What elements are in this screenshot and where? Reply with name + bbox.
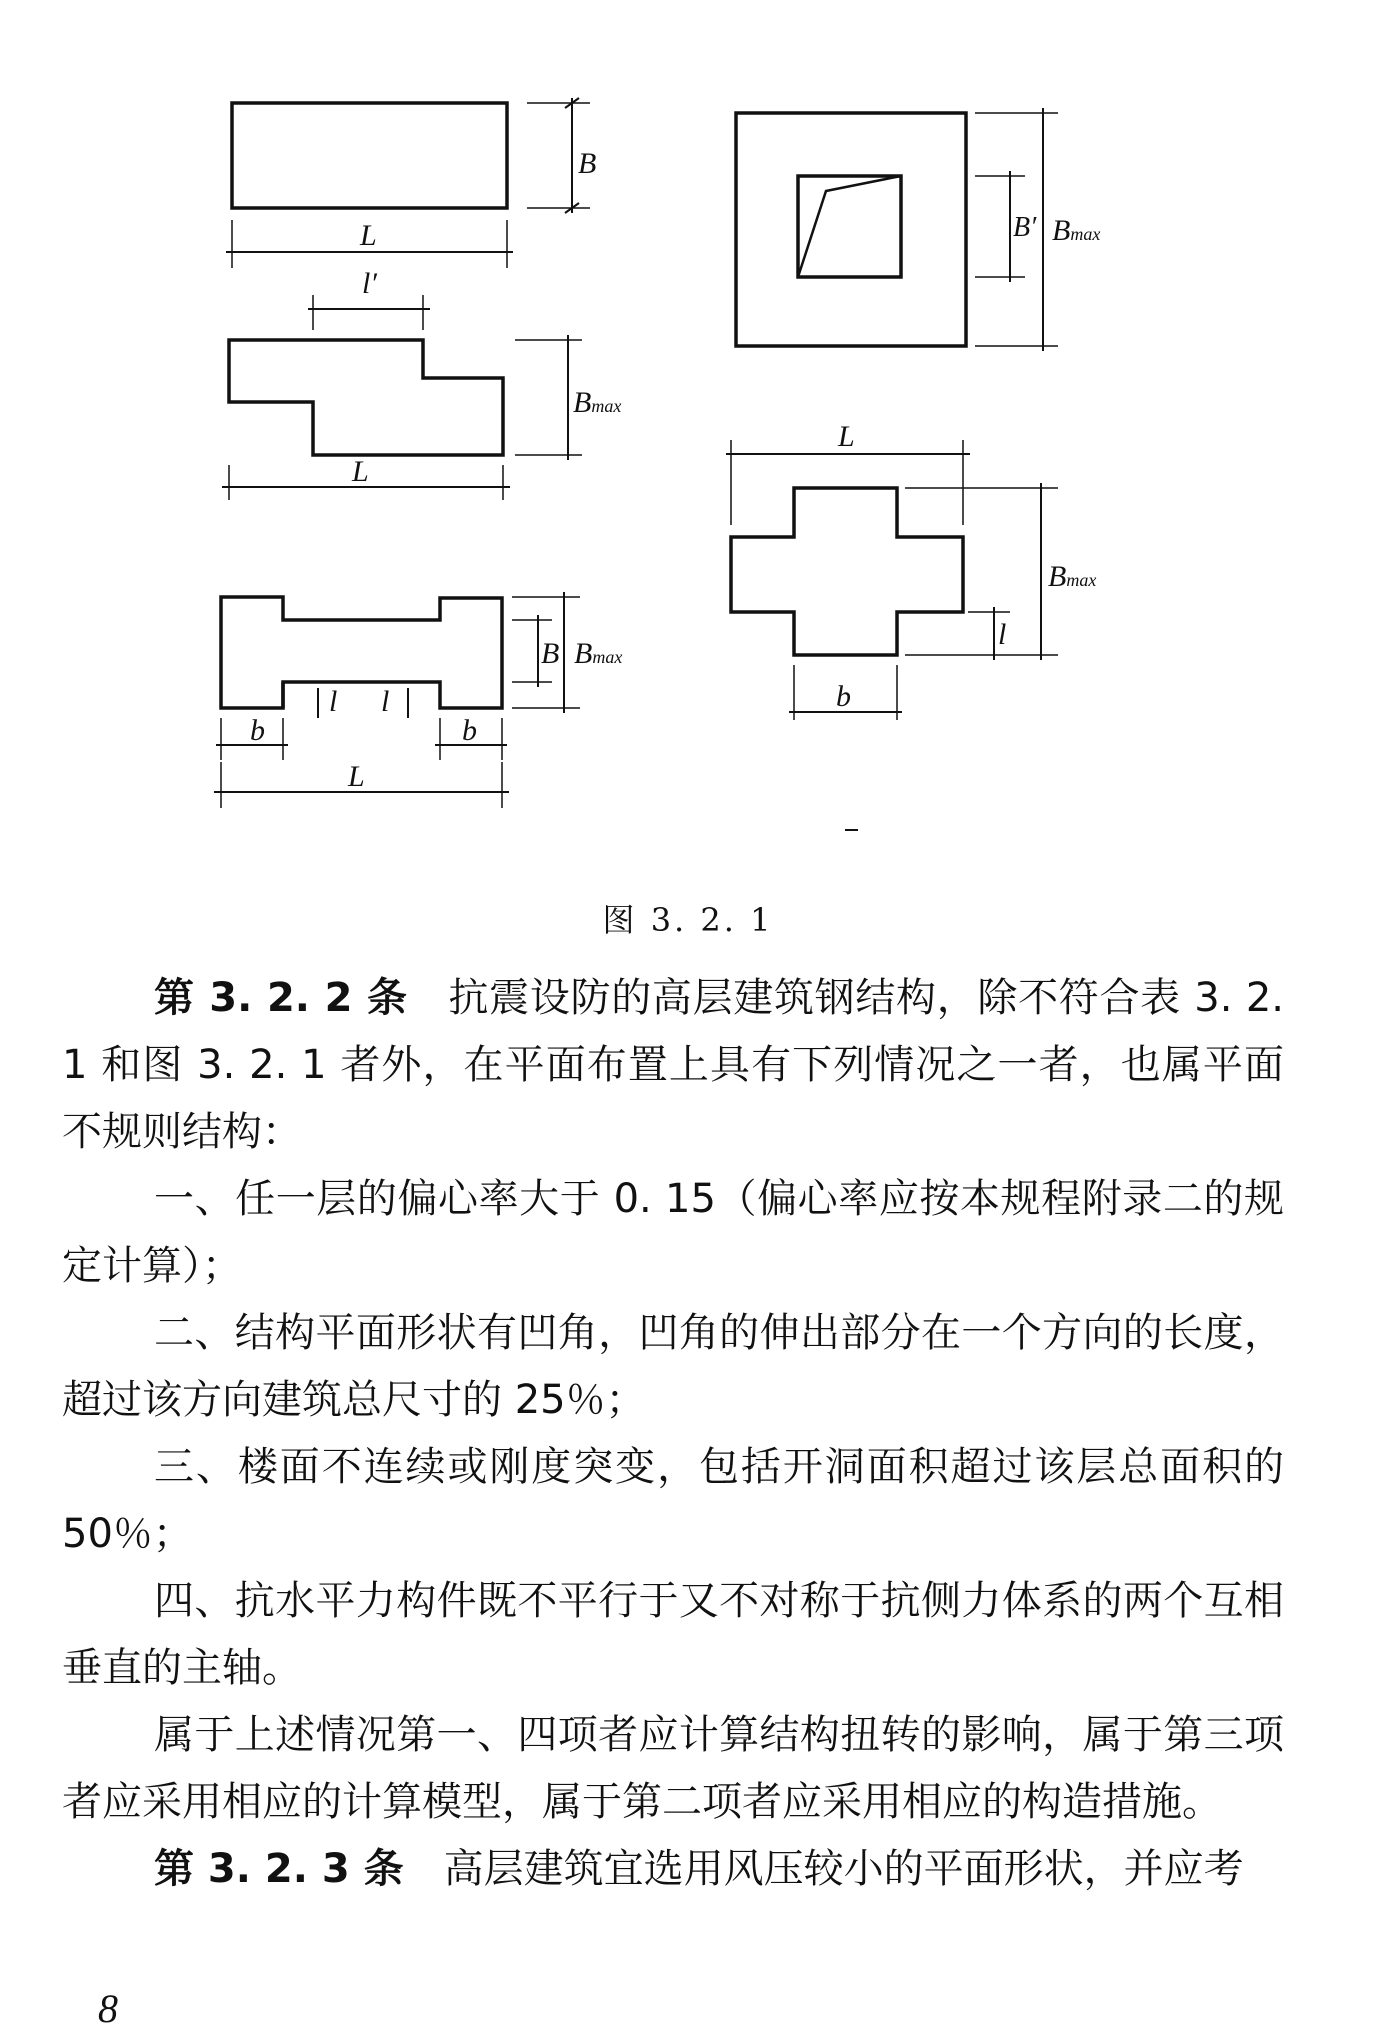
rect-L-label: L (360, 219, 377, 252)
shape-stepped (222, 295, 582, 500)
figure-caption: 图 3. 2. 1 (602, 901, 774, 939)
article-322-intro (62, 965, 1284, 1166)
h-b1-label: b (250, 714, 265, 747)
step-L-label: L (352, 455, 369, 488)
cross-L-label: L (838, 420, 855, 453)
step-Bmax-label: Bmax (573, 386, 622, 419)
h-L-label: L (348, 760, 365, 793)
article-322-item2: 二、结构平面形状有凹角，凹角的伸出部分在一个方向的长度，超过该方向建筑总尺寸的 25％； (62, 1310, 1284, 1423)
shape-rectangle (226, 98, 590, 268)
cross-b-label: b (836, 680, 851, 713)
h-l2-label: l (381, 685, 390, 718)
shape-square-with-opening (736, 108, 1058, 351)
article-322-number: 第 3. 2. 2 条 (154, 975, 408, 1021)
h-B-label: B (541, 637, 560, 670)
sq-Bprime-label: B′ (1013, 212, 1037, 243)
figure-3-2-1 (0, 0, 1376, 880)
cross-l-label: l (998, 618, 1007, 651)
article-323 (62, 1836, 1284, 1903)
h-Bmax-label: Bmax (574, 637, 623, 670)
article-322-item3: 三、楼面不连续或刚度突变，包括开洞面积超过该层总面积的 50％； (62, 1444, 1284, 1557)
h-l1-label: l (329, 685, 338, 718)
sq-Bmax-label: Bmax (1052, 214, 1101, 247)
h-b2-label: b (462, 714, 477, 747)
article-322-note: 属于上述情况第一、四项者应计算结构扭转的影响，属于第三项者应采用相应的计算模型，属于第二项者应采用相应的构造措施。 (62, 1712, 1284, 1825)
article-322-item1: 一、任一层的偏心率大于 0. 15（偏心率应按本规程附录二的规定计算）； (62, 1176, 1284, 1289)
step-lprime-label: l′ (362, 267, 377, 300)
page-number: 8 (98, 1986, 118, 2031)
rect-B-label: B (578, 147, 597, 180)
cross-Bmax-label: Bmax (1048, 560, 1097, 593)
article-322-item4: 四、抗水平力构件既不平行于又不对称于抗侧力体系的两个互相垂直的主轴。 (62, 1578, 1284, 1691)
article-323-number: 第 3. 2. 3 条 (154, 1846, 404, 1892)
article-323-text: 高层建筑宜选用风压较小的平面形状，并应考 (443, 1846, 1244, 1892)
shape-h-section (214, 592, 580, 808)
shape-cross (726, 440, 1058, 720)
article-body (62, 965, 1284, 1903)
article-322-intro-text: 抗震设防的高层建筑钢结构，除不符合表 3. 2. 1 和图 3. 2. 1 者外，在平面布置上具有下列情况之一者，也属平面不规则结构： (62, 975, 1285, 1155)
